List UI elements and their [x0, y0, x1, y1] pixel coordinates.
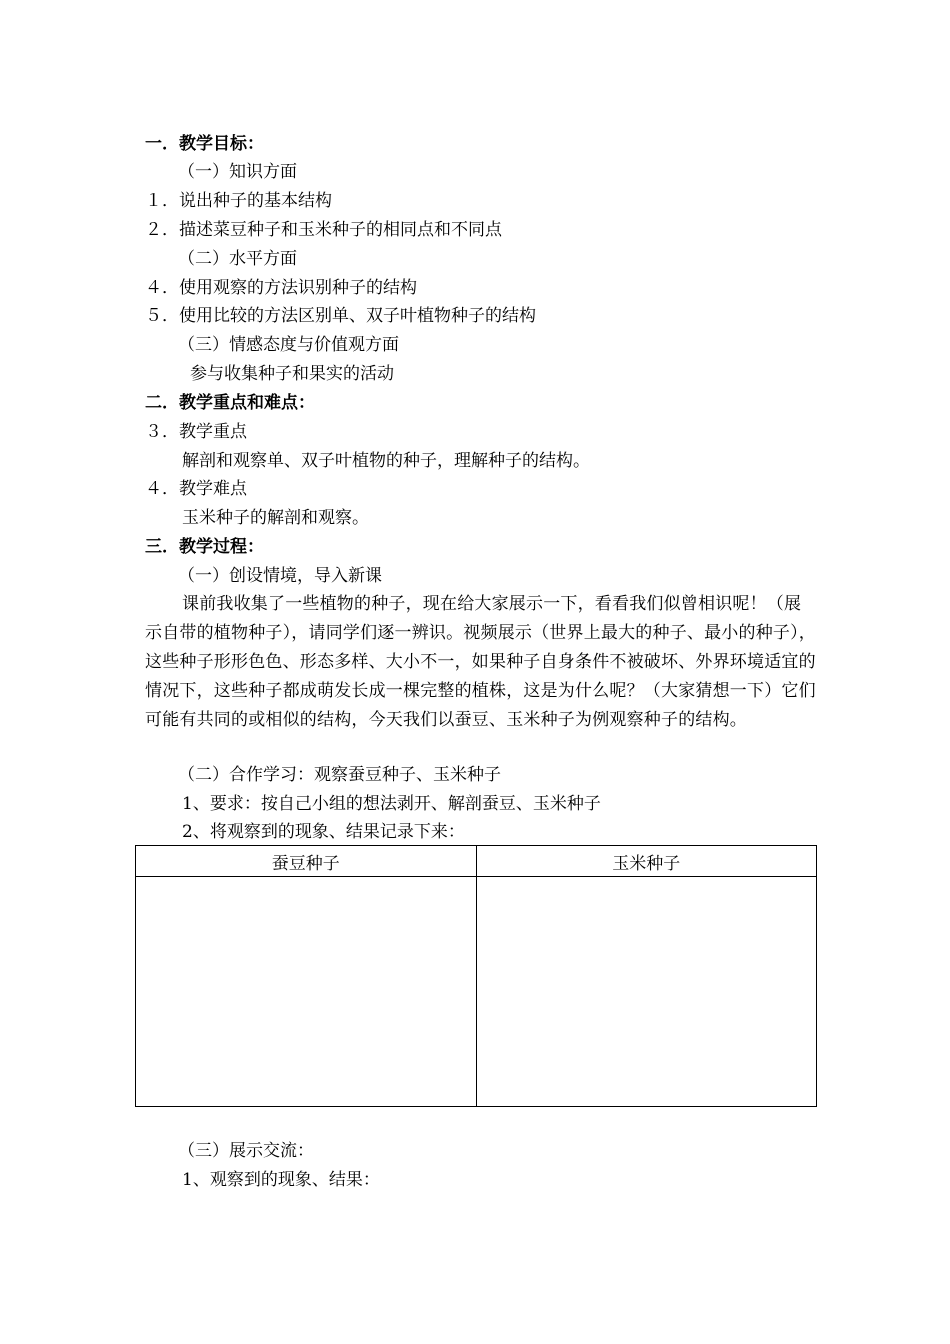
section-3-title: 三．教学过程： — [145, 537, 264, 557]
table-cell-broad-bean[interactable] — [136, 877, 477, 1107]
subsection-intro: （一）创设情境，导入新课 — [178, 566, 382, 586]
table-header-corn: 玉米种子 — [476, 846, 817, 877]
key-point-text: 解剖和观察单、双子叶植物的种子，理解种子的结构。 — [182, 451, 590, 471]
item-key-point: ３．教学重点 — [145, 422, 247, 442]
subsection-ability: （二）水平方面 — [178, 249, 297, 269]
item-4: ４．使用观察的方法识别种子的结构 — [145, 278, 417, 298]
attitude-text: 参与收集种子和果实的活动 — [190, 364, 394, 384]
observation-result: 1、观察到的现象、结果： — [182, 1170, 380, 1190]
subsection-exchange: （三）展示交流： — [178, 1141, 314, 1161]
item-1: １．说出种子的基本结构 — [145, 191, 332, 211]
subsection-cooperative: （二）合作学习：观察蚕豆种子、玉米种子 — [178, 765, 501, 785]
section-2-title: 二．教学重点和难点： — [145, 393, 315, 413]
table-row — [136, 877, 817, 1107]
requirement-2: 2、将观察到的现象、结果记录下来： — [182, 822, 465, 842]
table-cell-corn[interactable] — [476, 877, 817, 1107]
table-header-broad-bean: 蚕豆种子 — [136, 846, 477, 877]
record-table — [135, 845, 817, 1107]
subsection-knowledge: （一）知识方面 — [178, 162, 297, 182]
subsection-attitude: （三）情感态度与价值观方面 — [178, 335, 399, 355]
intro-paragraph — [145, 590, 817, 735]
table-header-row — [136, 846, 817, 877]
item-5: ５．使用比较的方法区别单、双子叶植物种子的结构 — [145, 306, 536, 326]
item-difficulty: ４．教学难点 — [145, 479, 247, 499]
difficulty-text: 玉米种子的解剖和观察。 — [182, 508, 369, 528]
requirement-1: 1、要求：按自己小组的想法剥开、解剖蚕豆、玉米种子 — [182, 794, 601, 814]
intro-paragraph-text: 课前我收集了一些植物的种子，现在给大家展示一下，看看我们似曾相识呢！（展示自带的植物种子），请同学们逐一辨识。视频展示（世界上最大的种子、最小的种子），这些种子形形色色、形态多样、大小不一，如果种子自身条件不被破坏、外界环境适宜的情况下，这些种子都成萌发长成一棵完整的植株，这是为什么呢？（大家猜想一下）它们可能有共同的或相似的结构，今天我们以蚕豆、玉米种子为例观察种子的结构。 — [145, 594, 816, 730]
section-1-title: 一．教学目标： — [145, 134, 264, 154]
item-2: ２．描述菜豆种子和玉米种子的相同点和不同点 — [145, 220, 502, 240]
